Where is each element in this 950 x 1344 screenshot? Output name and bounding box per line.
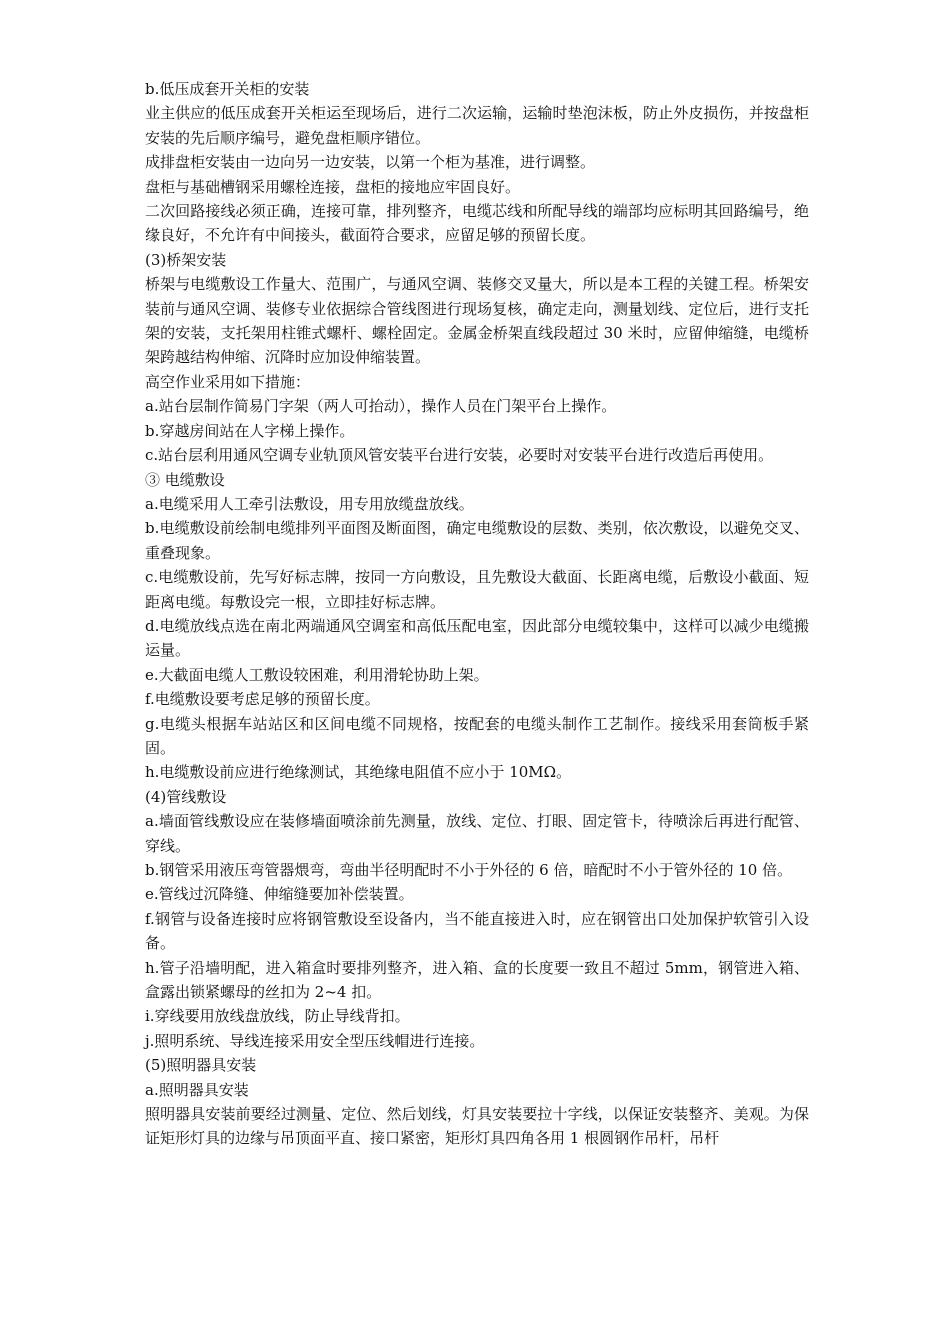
- list-item-cable-h: h.电缆敷设前应进行绝缘测试，其绝缘电阻值不应小于 10MΩ。: [145, 763, 572, 782]
- list-item-high-work-b: b.穿越房间站在人字梯上操作。: [145, 421, 355, 440]
- list-item-conduit-j: j.照明系统、导线连接采用安全型压线帽进行连接。: [145, 1031, 485, 1050]
- paragraph-switchgear-transport: 业主供应的低压成套开关柜运至现场后，进行二次运输，运输时垫泡沫板，防止外皮损伤，并按盘柜安装的先后顺序编号，避免盘柜顺序错位。: [145, 104, 809, 147]
- list-item-cable-g: g.电缆头根据车站站区和区间电缆不同规格，按配套的电缆头制作工艺制作。接线采用套筒板手紧固。: [145, 714, 809, 757]
- list-item-cable-c: c.电缆敷设前，先写好标志牌，按同一方向敷设，且先敷设大截面、长距离电缆，后敷设小截面、短距离电缆。每敷设完一根，立即挂好标志牌。: [145, 568, 809, 611]
- paragraph-switchgear-bolting: 盘柜与基础槽钢采用螺栓连接，盘柜的接地应牢固良好。: [145, 177, 521, 196]
- list-item-conduit-h: h.管子沿墙明配，进入箱盒时要排列整齐，进入箱、盒的长度要一致且不超过 5mm，钢管进入箱、盒露出锁紧螺母的丝扣为 2~4 扣。: [145, 958, 809, 1002]
- list-item-conduit-e: e.管线过沉降缝、伸缩缝要加补偿装置。: [145, 885, 414, 904]
- section-heading-conduit: (4)管线敷设: [145, 787, 227, 806]
- section-heading-lighting: (5)照明器具安装: [145, 1056, 257, 1075]
- subheading-lighting-install: a.照明器具安装: [145, 1080, 249, 1099]
- heading-switchgear-install: b.低压成套开关柜的安装: [145, 80, 310, 98]
- list-item-high-work-a: a.站台层制作简易门字架（两人可抬动），操作人员在门架平台上操作。: [145, 397, 617, 416]
- list-item-high-work-c: c.站台层利用通风空调专业轨顶风管安装平台进行安装，必要时对安装平台进行改造后再使用。: [145, 446, 774, 465]
- list-item-cable-e: e.大截面电缆人工敷设较困难，利用滑轮协助上架。: [145, 665, 489, 684]
- list-item-conduit-a: a.墙面管线敷设应在装修墙面喷涂前先测量，放线、定位、打眼、固定管卡，待喷涂后再进行配管、穿线。: [145, 812, 809, 855]
- list-item-cable-f: f.电缆敷设要考虑足够的预留长度。: [145, 690, 380, 709]
- section-heading-tray-install: (3)桥架安装: [145, 250, 227, 269]
- paragraph-lighting-install: 照明器具安装前要经过测量、定位、然后划线，灯具安装要拉十字线，以保证安装整齐、美观。为保证矩形灯具的边缘与吊顶面平直、接口紧密，矩形灯具四角各用 1 根圆钢作吊杆，吊杆: [145, 1105, 809, 1148]
- paragraph-switchgear-row-install: 成排盘柜安装由一边向另一边安装，以第一个柜为基准，进行调整。: [145, 153, 596, 172]
- section-heading-cable-laying: ③ 电缆敷设: [145, 470, 225, 489]
- list-item-cable-b: b.电缆敷设前绘制电缆排列平面图及断面图，确定电缆敷设的层数、类别，依次敷设，以避免交叉、重叠现象。: [145, 519, 809, 562]
- document-body: [145, 77, 809, 1151]
- paragraph-high-work-intro: 高空作业采用如下措施：: [145, 372, 311, 391]
- paragraph-secondary-wiring: 二次回路接线必须正确，连接可靠，排列整齐，电缆芯线和所配导线的端部均应标明其回路编号，绝缘良好，不允许有中间接头，截面符合要求，应留足够的预留长度。: [145, 202, 809, 245]
- list-item-conduit-b: b.钢管采用液压弯管器煨弯，弯曲半径明配时不小于外径的 6 倍，暗配时不小于管外径的 10 倍。: [145, 861, 793, 879]
- list-item-cable-d: d.电缆放线点选在南北两端通风空调室和高低压配电室，因此部分电缆较集中，这样可以减少电缆搬运量。: [145, 616, 809, 660]
- paragraph-tray-install: 桥架与电缆敷设工作量大、范围广，与通风空调、装修交叉量大，所以是本工程的关键工程。桥架安装前与通风空调、装修专业依据综合管线图进行现场复核，确定走向，测量划线、定位后，进行支托架的安装，支托架用柱锥式螺杆、螺栓固定。金属金桥架直线段超过 30 米时，应留伸缩缝，电缆桥架跨越结构伸缩、沉降时应加设伸缩装置。: [145, 275, 809, 367]
- list-item-conduit-f: f.钢管与设备连接时应将钢管敷设至设备内，当不能直接进入时，应在钢管出口处加保护软管引入设备。: [145, 909, 809, 953]
- list-item-conduit-i: i.穿线要用放线盘放线，防止导线背扣。: [145, 1007, 410, 1026]
- list-item-cable-a: a.电缆采用人工牵引法敷设，用专用放缆盘放线。: [145, 494, 474, 513]
